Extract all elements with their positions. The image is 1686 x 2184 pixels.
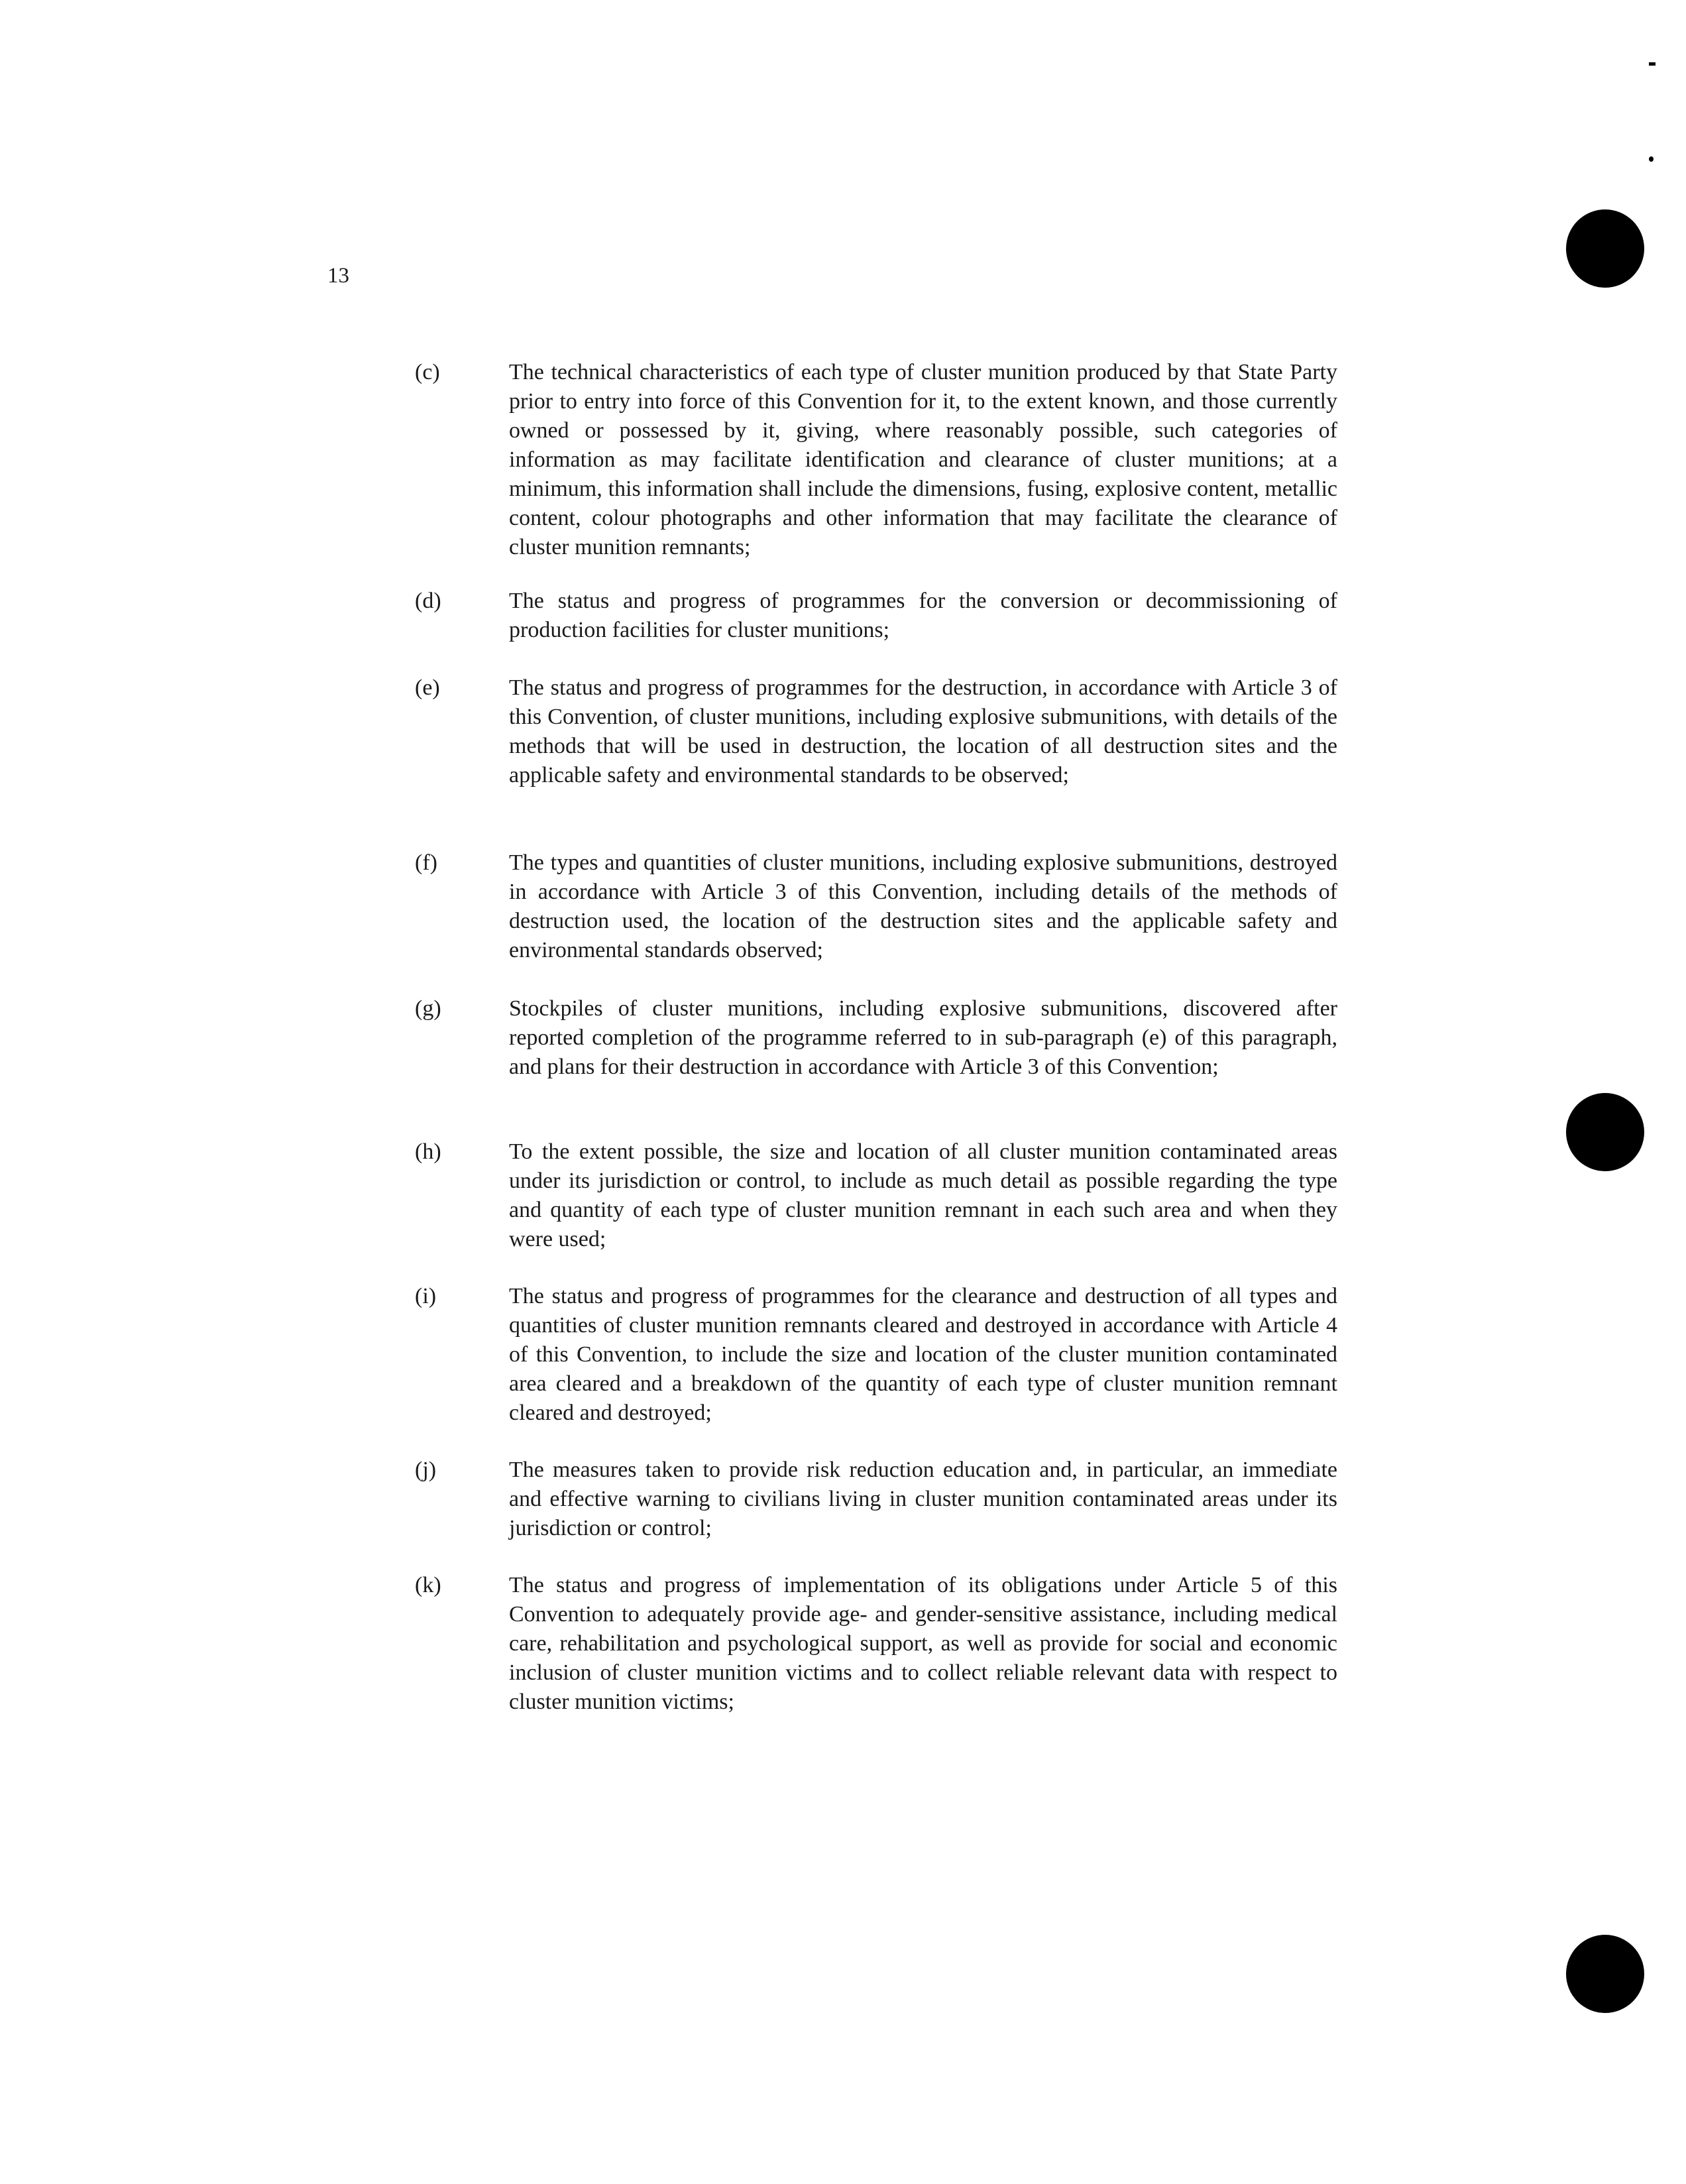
scan-speck	[1649, 62, 1656, 66]
item-text: Stockpiles of cluster munitions, including explosive submunitions, discovered after reported completion of the programme referred to in sub-paragraph (e) of this paragraph, and plans for their destruction in accordance with Article 3 of this Convention;	[509, 996, 1337, 1079]
item-text: The types and quantities of cluster munitions, including explosive submunitions, destroyed in accordance with Article 3 of this Convention, including details of the methods of destruction used, the location of the destruction sites and the applicable safety and environmental standards observed;	[509, 850, 1337, 962]
item-text: To the extent possible, the size and location of all cluster munition contaminated areas under its jurisdiction or control, to include as much detail as possible regarding the type and quantity of each type of cluster munition remnant in each such area and when they were used;	[509, 1139, 1337, 1251]
item-text: The measures taken to provide risk reduction education and, in particular, an immediate and effective warning to civilians living in cluster munition contaminated areas under its jurisdiction or control;	[509, 1458, 1337, 1540]
punch-hole-bottom	[1566, 1935, 1644, 2013]
item-marker: (d)	[415, 589, 441, 613]
item-text: The status and progress of programmes for the conversion or decommissioning of production facilities for cluster munitions;	[509, 589, 1337, 642]
item-marker: (c)	[415, 360, 440, 384]
item-marker: (e)	[415, 675, 440, 700]
punch-hole-top	[1566, 209, 1644, 288]
item-marker: (k)	[415, 1573, 441, 1597]
item-marker: (f)	[415, 850, 437, 875]
scan-speck	[1649, 156, 1654, 162]
item-text: The status and progress of implementation of its obligations under Article 5 of this Convention to adequately provide age- and gender-sensitive assistance, including medical care, rehabilitation and psychological support, as well as provide for social and economic inclusion of cluster munition victims and to collect reliable relevant data with respect to cluster munition victims;	[509, 1573, 1337, 1714]
item-marker: (g)	[415, 996, 441, 1021]
item-text: The status and progress of programmes for the clearance and destruction of all types and quantities of cluster munition remnants cleared and destroyed in accordance with Article 4 of this Convention, to include the size and location of the cluster munition contaminated area cleared and a breakdown of the quantity of each type of cluster munition remnant cleared and destroyed;	[509, 1284, 1337, 1425]
page-number: 13	[327, 264, 349, 288]
item-marker: (i)	[415, 1284, 437, 1308]
item-marker: (h)	[415, 1139, 441, 1164]
item-marker: (j)	[415, 1458, 437, 1482]
punch-hole-middle	[1566, 1093, 1644, 1171]
item-text: The status and progress of programmes for the destruction, in accordance with Article 3 of this Convention, of cluster munitions, including explosive submunitions, with details of the methods that will be used in destruction, the location of all destruction sites and the applicable safety and environmental standards to be observed;	[509, 675, 1337, 787]
item-text: The technical characteristics of each type of cluster munition produced by that State Party prior to entry into force of this Convention for it, to the extent known, and those currently owned or possessed by it, giving, where reasonably possible, such categories of information as may facilitate identification and clearance of cluster munitions; at a minimum, this information shall include the dimensions, fusing, explosive content, metallic content, colour photographs and other information that may facilitate the clearance of cluster munition remnants;	[509, 360, 1337, 559]
